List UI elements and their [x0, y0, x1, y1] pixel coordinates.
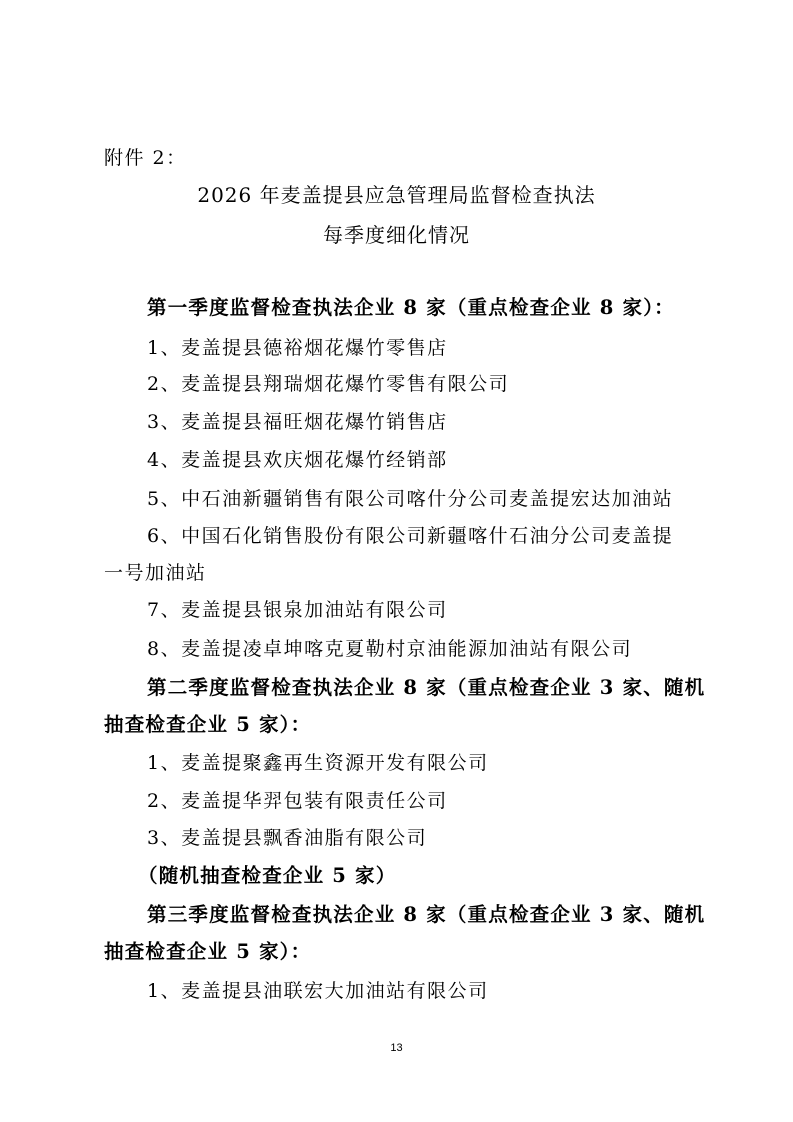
q1-item: 5、中石油新疆销售有限公司喀什分公司麦盖提宏达加油站 — [147, 488, 674, 510]
q1-item-continuation: 一号加油站 — [104, 562, 207, 584]
q3-heading-line-2: 抽查检查企业 5 家）： — [104, 940, 312, 963]
q1-item: 4、麦盖提县欢庆烟花爆竹经销部 — [147, 449, 448, 471]
page-number: 13 — [390, 1042, 403, 1054]
q1-item: 8、麦盖提凌卓坤喀克夏勒村京油能源加油站有限公司 — [147, 638, 633, 660]
q3-heading-line-1: 第三季度监督检查执法企业 8 家（重点检查企业 3 家、随机 — [147, 903, 706, 926]
q2-item: 1、麦盖提聚鑫再生资源开发有限公司 — [147, 752, 489, 774]
q2-item: 2、麦盖提华羿包装有限责任公司 — [147, 790, 448, 812]
q1-item: 2、麦盖提县翔瑞烟花爆竹零售有限公司 — [147, 373, 510, 395]
q3-item: 1、麦盖提县油联宏大加油站有限公司 — [147, 980, 489, 1002]
q1-item: 7、麦盖提县银泉加油站有限公司 — [147, 599, 448, 621]
q2-heading-line-2: 抽查检查企业 5 家）： — [104, 713, 312, 736]
document-title-line-2: 每季度细化情况 — [323, 223, 470, 247]
q2-random-heading: （随机抽查检查企业 5 家） — [138, 864, 397, 887]
q1-item: 6、中国石化销售股份有限公司新疆喀什石油分公司麦盖提 — [147, 525, 674, 547]
q1-item: 3、麦盖提县福旺烟花爆竹销售店 — [147, 411, 448, 433]
document-title-line-1: 2026 年麦盖提县应急管理局监督检查执法 — [197, 183, 596, 207]
q1-heading: 第一季度监督检查执法企业 8 家（重点检查企业 8 家）： — [147, 296, 675, 319]
q2-item: 3、麦盖提县飘香油脂有限公司 — [147, 827, 428, 849]
q2-heading-line-1: 第二季度监督检查执法企业 8 家（重点检查企业 3 家、随机 — [147, 676, 706, 699]
attachment-label: 附件 2： — [104, 147, 187, 169]
q1-item: 1、麦盖提县德裕烟花爆竹零售店 — [147, 337, 448, 359]
